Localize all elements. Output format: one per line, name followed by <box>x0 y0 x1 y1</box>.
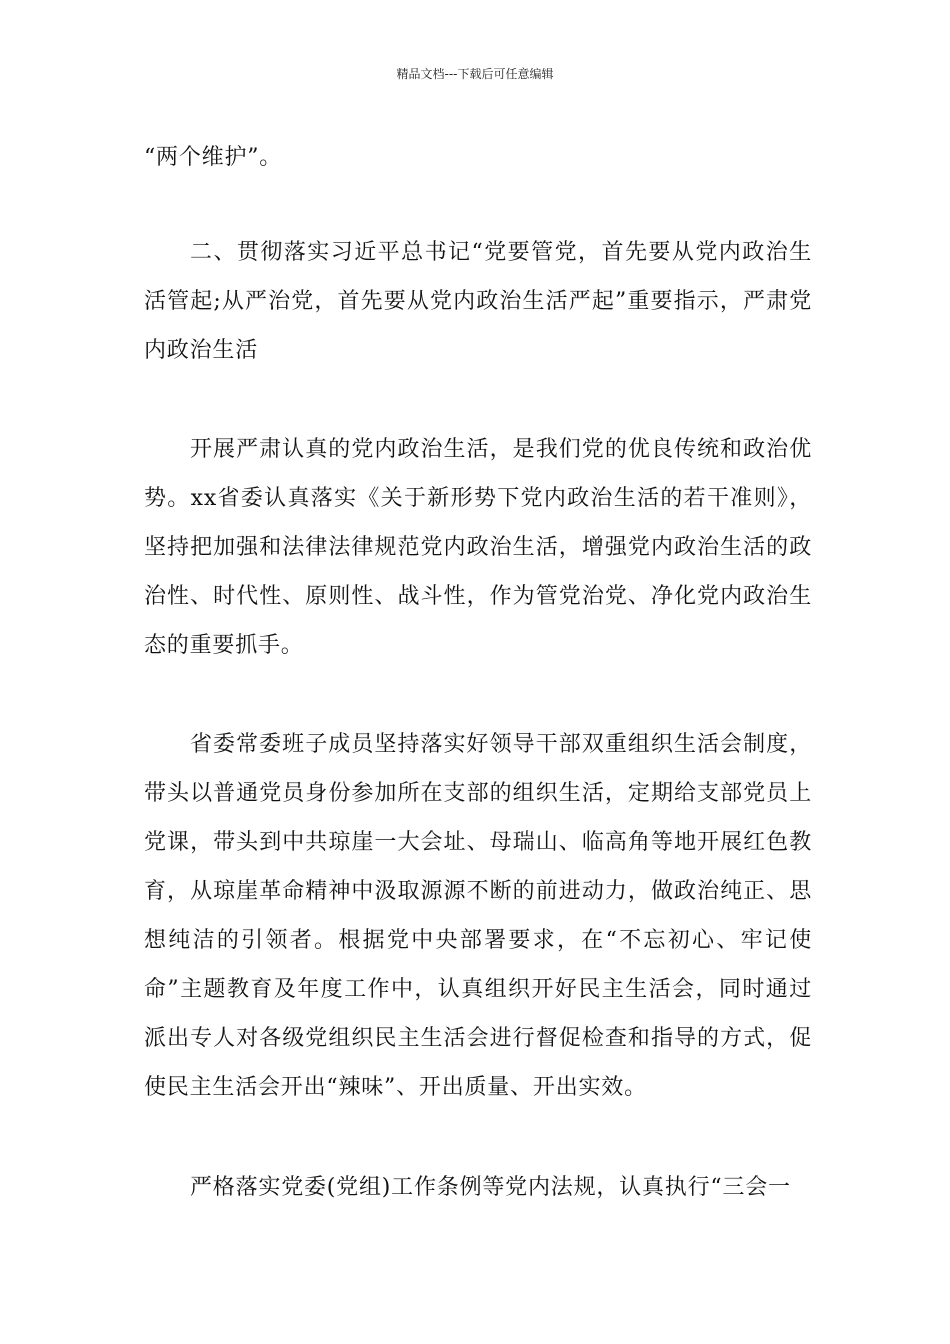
paragraph-text: 省委常委班子成员坚持落实好领导干部双重组织生活会制度，带头以普通党员身份参加所在支部的组织生活，定期给支部党员上党课，带头到中共琼崖一大会址、母瑞山、临高角等地开展红色教育，从琼崖革命精神中汲取源源不断的前进动力，做政治纯正、思想纯洁的引领者。根据党中央部署要求，在“不忘初心、牢记使命”主题教育及年度工作中，认真组织开好民主生活会，同时通过派出专人对各级党组织民主生活会进行督促检查和指导的方式，促使民主生活会开出“辣味”、开出质量、开出实效。 <box>144 732 812 1100</box>
section-heading <box>144 228 812 375</box>
page-header: 精品文档---下载后可任意编辑 <box>396 67 554 81</box>
paragraph-fragment <box>144 133 812 182</box>
paragraph-text: 开展严肃认真的党内政治生活，是我们党的优良传统和政治优势。xx省委认真落实《关于新形势下党内政治生活的若干准则》，坚持把加强和法律法律规范党内政治生活，增强党内政治生活的政治性、时代性、原则性、战斗性，作为管党治党、净化党内政治生态的重要抓手。 <box>144 437 812 658</box>
paragraph <box>144 425 812 670</box>
paragraph-text: 二、贯彻落实习近平总书记“党要管党，首先要从党内政治生活管起;从严治党，首先要从党内政治生活严起”重要指示，严肃党内政治生活 <box>144 240 812 363</box>
paragraph-text: 严格落实党委(党组)工作条例等党内法规，认真执行“三会一 <box>190 1175 791 1200</box>
paragraph-text: “两个维护”。 <box>144 145 283 170</box>
paragraph <box>144 1163 812 1212</box>
paragraph <box>144 720 812 1112</box>
